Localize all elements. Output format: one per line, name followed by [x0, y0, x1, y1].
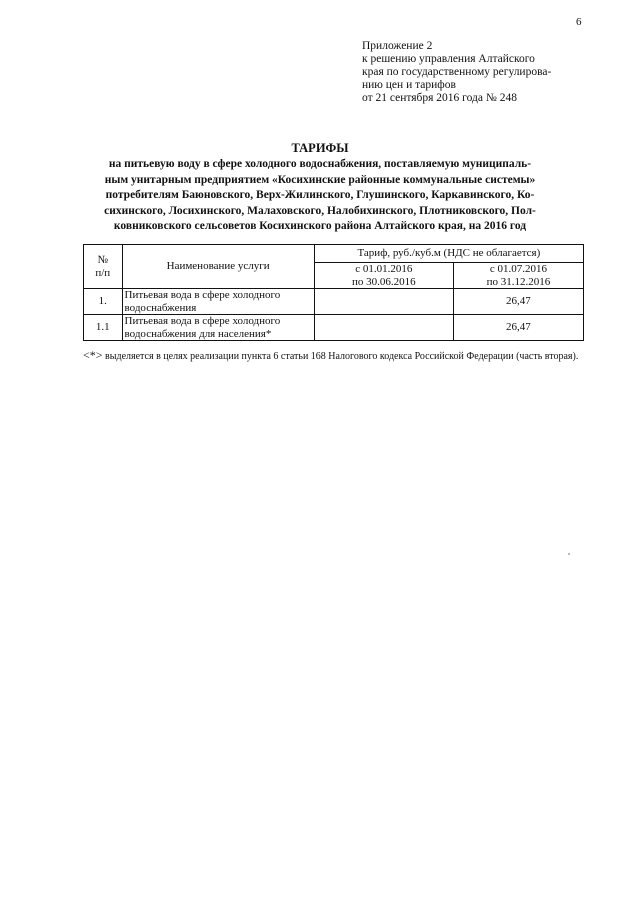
document-title: ТАРИФЫ [291, 141, 349, 155]
subtitle-line: ковниковского сельсоветов Косихинского района Алтайского края, на 2016 год [113, 220, 527, 232]
appendix-line: Приложение 2 [362, 40, 433, 52]
subtitle-line: на питьевую воду в сфере холодного водоснабжения, поставляемую муниципаль- [108, 158, 532, 170]
row-number: 1.1 [84, 315, 123, 341]
header-tariff-group: Тариф, руб./куб.м (НДС не облагается) [314, 245, 583, 263]
row-service-line: водоснабжения для населения* [124, 327, 272, 340]
page-number: 6 [576, 16, 582, 28]
header-period-line: по 31.12.2016 [486, 275, 551, 288]
scan-speck [568, 553, 570, 555]
header-number [84, 245, 123, 289]
header-period-1 [314, 263, 453, 289]
row-period-1-value [314, 289, 453, 315]
table-row [84, 289, 584, 315]
row-service [122, 315, 314, 341]
appendix-line: от 21 сентября 2016 года № 248 [362, 92, 517, 104]
header-number-line: № [97, 254, 109, 266]
appendix-line: края по государственному регулирова- [362, 66, 552, 78]
footnote-text: выделяется в целях реализации пункта 6 статьи 168 Налогового кодекса Российской Федерации (часть вторая). [102, 351, 579, 362]
subtitle-line: ным унитарным предприятием «Косихинские районные коммунальные системы» [104, 173, 536, 186]
row-service [122, 289, 314, 315]
header-period-line: с 01.01.2016 [355, 263, 413, 275]
header-service: Наименование услуги [122, 245, 314, 289]
header-period-line: с 01.07.2016 [489, 263, 547, 275]
row-period-2-value: 26,47 [453, 315, 583, 341]
table-header-row [84, 245, 584, 263]
header-number-line: п/п [95, 266, 111, 279]
tariff-table [83, 244, 584, 341]
row-period-1-value [314, 315, 453, 341]
row-period-2-value: 26,47 [453, 289, 583, 315]
row-service-line: водоснабжения [124, 301, 197, 314]
header-period-line: по 30.06.2016 [351, 275, 416, 288]
footnote-mark: <*> [83, 348, 103, 362]
document-subtitle [0, 157, 640, 235]
row-service-line: Питьевая вода в сфере холодного [124, 315, 281, 327]
subtitle-line: сихинского, Лосихинского, Малаховского, Налобихинского, Плотниковского, Пол- [104, 204, 536, 217]
row-number: 1. [84, 289, 123, 315]
appendix-block [362, 40, 622, 105]
appendix-line: нию цен и тарифов [362, 79, 456, 91]
footnote [83, 349, 588, 364]
header-period-2 [453, 263, 583, 289]
table-row [84, 315, 584, 341]
row-service-line: Питьевая вода в сфере холодного [124, 289, 281, 301]
subtitle-line: потребителям Баюновского, Верх-Жилинского, Глушинского, Каркавинского, Ко- [105, 189, 535, 201]
appendix-line: к решению управления Алтайского [362, 53, 535, 65]
